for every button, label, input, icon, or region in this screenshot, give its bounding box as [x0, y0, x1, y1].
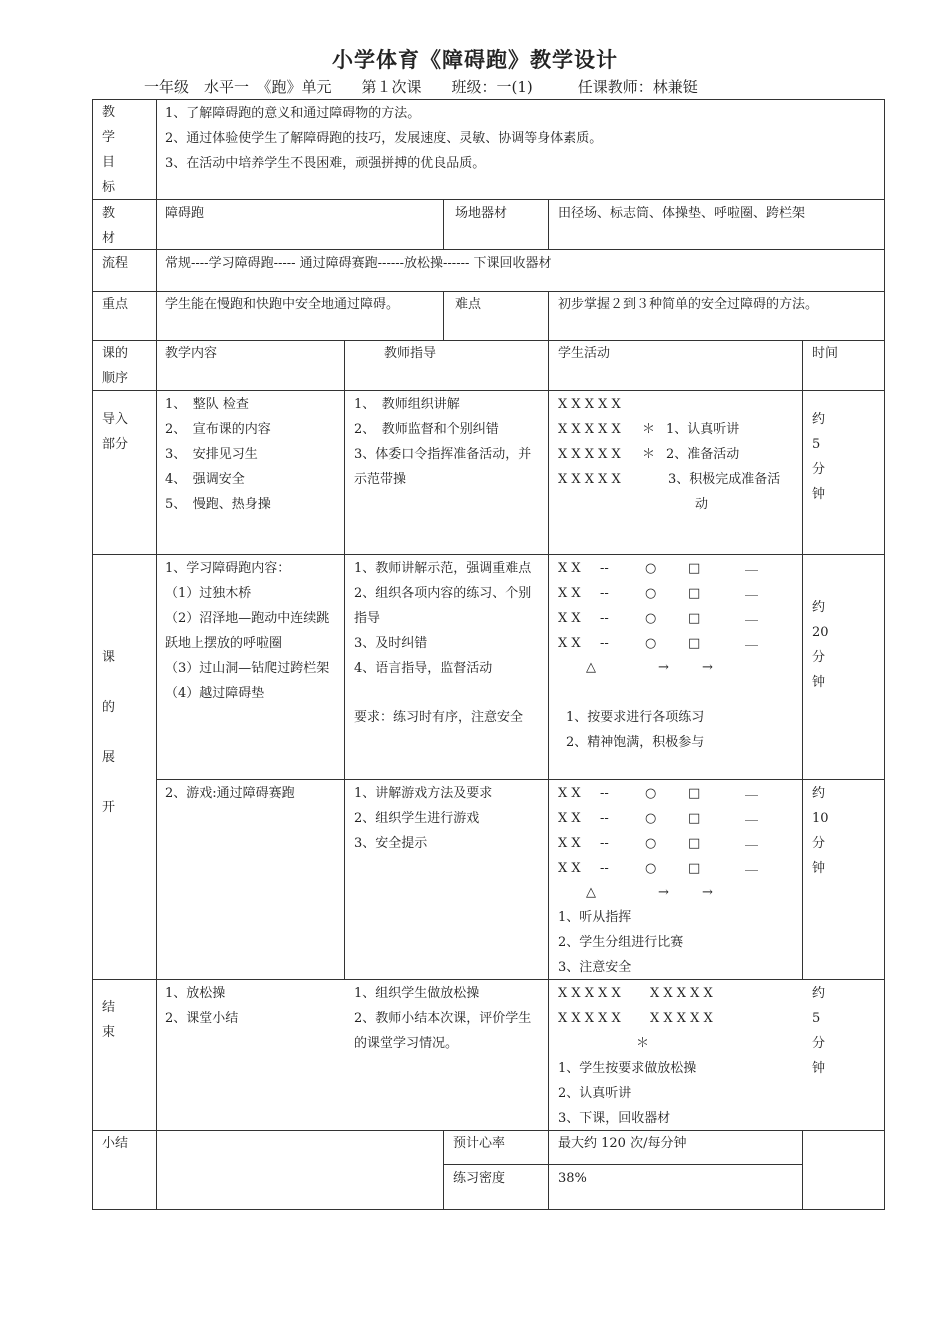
- process-value: 常规----学习障碍跑----- 通过障碍赛跑------放松操------ 下课回收器材: [165, 256, 552, 271]
- intro-teacher-item: 2、 教师监督和个别纠错: [354, 422, 499, 437]
- game-time: 约: [812, 786, 826, 801]
- develop-teacher-item: 2、组织各项内容的练习、个别: [354, 586, 532, 601]
- formation-pair: X X: [558, 561, 581, 576]
- table-border: [443, 1130, 444, 1210]
- game-student-item: 2、学生分组进行比赛: [558, 935, 684, 950]
- game-time: 钟: [812, 861, 826, 876]
- square-obstacle: □: [688, 836, 701, 851]
- develop-content-item: （2）沼泽地—跑动中连续跳: [165, 611, 330, 626]
- ending-time: 5: [812, 1011, 821, 1026]
- square-obstacle: □: [688, 636, 701, 651]
- formation-row: X X X X X: [650, 1011, 713, 1026]
- square-obstacle: □: [688, 561, 701, 576]
- triangle-mark: △: [586, 660, 596, 675]
- develop-content-item: （1）过独木桥: [165, 586, 252, 601]
- intro-teacher-item: 示范带操: [354, 472, 407, 487]
- formation-row: X X X X X: [650, 986, 713, 1001]
- summary-label: 小结: [102, 1136, 129, 1151]
- table-border: [156, 779, 885, 780]
- table-border: [884, 99, 885, 1210]
- formation-pair: X X: [558, 786, 581, 801]
- bar-obstacle: ＿: [745, 858, 759, 873]
- ending-label: 束: [102, 1025, 116, 1040]
- dash-mark: --: [600, 611, 609, 626]
- arrow-mark: →: [658, 885, 669, 900]
- intro-content-item: 5、 慢跑、热身操: [165, 497, 271, 512]
- formation-row: X X X X X: [558, 472, 621, 487]
- formation-pair: X X: [558, 586, 581, 601]
- develop-time: 钟: [812, 675, 826, 690]
- intro-time: 钟: [812, 487, 826, 502]
- goals-label: 教: [102, 105, 116, 120]
- bar-obstacle: ＿: [745, 833, 759, 848]
- game-teacher-item: 1、讲解游戏方法及要求: [354, 786, 493, 801]
- difficulty-label: 难点: [455, 297, 482, 312]
- table-border: [92, 390, 885, 391]
- intro-content-item: 2、 宣布课的内容: [165, 422, 271, 437]
- bar-obstacle: ＿: [745, 808, 759, 823]
- develop-teacher-item: 1、教师讲解示范，强调重难点: [354, 561, 532, 576]
- game-time: 分: [812, 836, 826, 851]
- goal-item: 3、在活动中培养学生不畏困难，顽强拼搏的优良品质。: [165, 156, 486, 171]
- star-mark: ＊: [642, 447, 656, 462]
- arrow-mark: →: [702, 885, 713, 900]
- circle-obstacle: ○: [645, 836, 657, 851]
- header-order: 课的: [102, 346, 129, 361]
- circle-obstacle: ○: [645, 586, 657, 601]
- goals-label: 标: [102, 180, 116, 195]
- table-border: [548, 291, 549, 341]
- develop-content-item: （4）越过障碍垫: [165, 686, 265, 701]
- table-border: [92, 99, 93, 1210]
- ending-label: 结: [102, 1000, 116, 1015]
- develop-student-item: 2、精神饱满，积极参与: [566, 735, 705, 750]
- ending-teacher-item: 2、教师小结本次课，评价学生: [354, 1011, 532, 1026]
- triangle-mark: △: [586, 885, 596, 900]
- table-border: [92, 979, 885, 980]
- ending-student-item: 1、学生按要求做放松操: [558, 1061, 697, 1076]
- game-content: 2、游戏:通过障碍赛跑: [165, 786, 295, 801]
- develop-label: 展: [102, 750, 116, 765]
- game-teacher-item: 2、组织学生进行游戏: [354, 811, 480, 826]
- table-border: [92, 99, 885, 100]
- header-time: 时间: [812, 346, 839, 361]
- develop-time: 分: [812, 650, 826, 665]
- game-time: 10: [812, 811, 829, 826]
- ending-time: 约: [812, 986, 826, 1001]
- requirement-text: 要求：练习时有序，注意安全: [354, 710, 524, 725]
- intro-student-item: 3、积极完成准备活: [668, 472, 781, 487]
- develop-time: 约: [812, 600, 826, 615]
- table-border: [443, 291, 444, 341]
- circle-obstacle: ○: [645, 611, 657, 626]
- arrow-mark: →: [658, 660, 669, 675]
- goals-label: 学: [102, 130, 116, 145]
- intro-label: 导入: [102, 412, 129, 427]
- table-border: [92, 199, 885, 200]
- star-mark: ＊: [642, 422, 656, 437]
- header-content: 教学内容: [165, 346, 218, 361]
- formation-pair: X X: [558, 611, 581, 626]
- difficulty-value: 初步掌握２到３种简单的安全过障碍的方法。: [558, 297, 819, 312]
- arrow-mark: →: [702, 660, 713, 675]
- develop-label: 课: [102, 650, 116, 665]
- circle-obstacle: ○: [645, 811, 657, 826]
- formation-row: X X X X X: [558, 422, 621, 437]
- ending-student-item: 3、下课，回收器材: [558, 1111, 671, 1126]
- develop-label: 的: [102, 700, 116, 715]
- focus-label: 重点: [102, 297, 129, 312]
- process-label: 流程: [102, 256, 129, 271]
- table-border: [802, 340, 803, 980]
- bar-obstacle: ＿: [745, 633, 759, 648]
- circle-obstacle: ○: [645, 786, 657, 801]
- header-student: 学生活动: [558, 346, 611, 361]
- square-obstacle: □: [688, 861, 701, 876]
- ending-teacher-item: 1、组织学生做放松操: [354, 986, 480, 1001]
- ending-student-item: 2、认真听讲: [558, 1086, 632, 1101]
- material-label: 材: [102, 231, 116, 246]
- heart-rate-value: 最大约 120 次/每分钟: [558, 1136, 687, 1151]
- develop-teacher-item: 指导: [354, 611, 381, 626]
- dash-mark: --: [600, 586, 609, 601]
- develop-time: 20: [812, 625, 829, 640]
- intro-student-item: 动: [695, 497, 709, 512]
- intro-content-item: 1、 整队 检查: [165, 397, 249, 412]
- develop-teacher-item: 3、及时纠错: [354, 636, 428, 651]
- goal-item: 2、通过体验使学生了解障碍跑的技巧，发展速度、灵敏、协调等身体素质。: [165, 131, 603, 146]
- goals-label: 目: [102, 155, 116, 170]
- formation-pair: X X: [558, 811, 581, 826]
- develop-content-item: 跃地上摆放的呼啦圈: [165, 636, 283, 651]
- bar-obstacle: ＿: [745, 583, 759, 598]
- table-border: [344, 340, 345, 980]
- star-mark: ＊: [636, 1036, 650, 1051]
- venue-value: 田径场、标志筒、体操垫、呼啦圈、跨栏架: [558, 206, 806, 221]
- page-subtitle: 一年级 水平一 《跑》单元 第１次课 班级：一(1) 任课教师：林兼铤: [144, 78, 698, 96]
- develop-label: 开: [102, 800, 116, 815]
- formation-row: X X X X X: [558, 1011, 621, 1026]
- dash-mark: --: [600, 811, 609, 826]
- table-border: [548, 340, 549, 1210]
- table-border: [443, 1164, 803, 1165]
- formation-row: X X X X X: [558, 986, 621, 1001]
- bar-obstacle: ＿: [745, 558, 759, 573]
- formation-pair: X X: [558, 636, 581, 651]
- dash-mark: --: [600, 836, 609, 851]
- game-teacher-item: 3、安全提示: [354, 836, 428, 851]
- square-obstacle: □: [688, 586, 701, 601]
- develop-content-item: 1、学习障碍跑内容：: [165, 561, 291, 576]
- dash-mark: --: [600, 861, 609, 876]
- formation-pair: X X: [558, 861, 581, 876]
- heart-rate-label: 预计心率: [453, 1136, 506, 1151]
- intro-student-item: 1、认真听讲: [666, 422, 740, 437]
- goal-item: 1、了解障碍跑的意义和通过障碍物的方法。: [165, 106, 421, 121]
- develop-content-item: （3）过山洞—钻爬过跨栏架: [165, 661, 330, 676]
- square-obstacle: □: [688, 811, 701, 826]
- table-border: [802, 1130, 803, 1210]
- ending-teacher-item: 的课堂学习情况。: [354, 1036, 459, 1051]
- ending-time: 分: [812, 1036, 826, 1051]
- develop-teacher-item: 4、语言指导，监督活动: [354, 661, 493, 676]
- page-title: 小学体育《障碍跑》教学设计: [332, 48, 618, 72]
- intro-time: 5: [812, 437, 821, 452]
- table-border: [92, 249, 885, 250]
- game-student-item: 3、注意安全: [558, 960, 632, 975]
- bar-obstacle: ＿: [745, 783, 759, 798]
- dash-mark: --: [600, 561, 609, 576]
- material-label: 教: [102, 206, 116, 221]
- square-obstacle: □: [688, 786, 701, 801]
- ending-content-item: 2、课堂小结: [165, 1011, 239, 1026]
- table-border: [92, 554, 885, 555]
- header-teacher: 教师指导: [384, 346, 437, 361]
- intro-label: 部分: [102, 437, 129, 452]
- formation-pair: X X: [558, 836, 581, 851]
- intro-content-item: 3、 安排见习生: [165, 447, 258, 462]
- formation-row: X X X X X: [558, 397, 621, 412]
- game-student-item: 1、听从指挥: [558, 910, 632, 925]
- dash-mark: --: [600, 636, 609, 651]
- circle-obstacle: ○: [645, 861, 657, 876]
- table-border: [92, 1209, 885, 1210]
- density-value: 38%: [558, 1171, 587, 1186]
- intro-student-item: 2、准备活动: [666, 447, 740, 462]
- venue-label: 场地器材: [455, 206, 508, 221]
- header-order: 顺序: [102, 371, 129, 386]
- dash-mark: --: [600, 786, 609, 801]
- intro-teacher-item: 3、体委口令指挥准备活动，并: [354, 447, 532, 462]
- bar-obstacle: ＿: [745, 608, 759, 623]
- ending-time: 钟: [812, 1061, 826, 1076]
- focus-value: 学生能在慢跑和快跑中安全地通过障碍。: [165, 297, 400, 312]
- circle-obstacle: ○: [645, 636, 657, 651]
- intro-teacher-item: 1、 教师组织讲解: [354, 397, 460, 412]
- intro-time: 约: [812, 412, 826, 427]
- develop-student-item: 1、按要求进行各项练习: [566, 710, 705, 725]
- table-border: [156, 99, 157, 1210]
- circle-obstacle: ○: [645, 561, 657, 576]
- material-value: 障碍跑: [165, 206, 205, 221]
- density-label: 练习密度: [453, 1171, 506, 1186]
- formation-row: X X X X X: [558, 447, 621, 462]
- ending-content-item: 1、放松操: [165, 986, 226, 1001]
- intro-content-item: 4、 强调安全: [165, 472, 245, 487]
- table-border: [548, 199, 549, 250]
- table-border: [443, 199, 444, 250]
- square-obstacle: □: [688, 611, 701, 626]
- intro-time: 分: [812, 462, 826, 477]
